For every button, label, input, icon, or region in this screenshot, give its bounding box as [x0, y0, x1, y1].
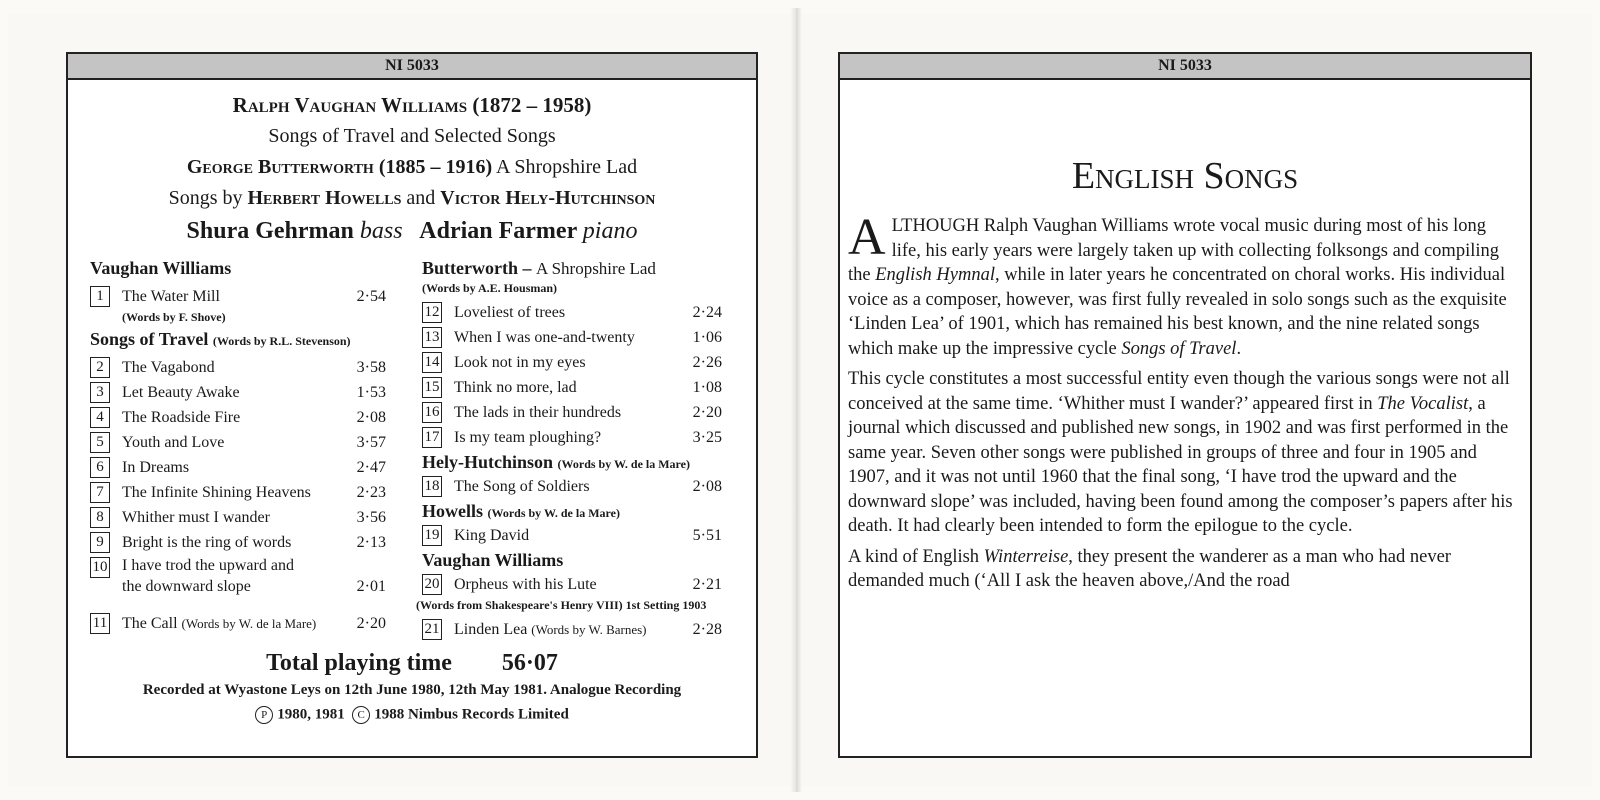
track-number: 8 [90, 507, 110, 528]
track-row [422, 572, 722, 597]
track-number: 9 [90, 532, 110, 553]
others-and: and [406, 187, 436, 209]
composer2-heading [68, 152, 756, 183]
phonogram-icon: P [255, 706, 273, 724]
track-title: Bright is the ring of words [122, 534, 292, 551]
track-duration: 2·20 [692, 404, 722, 421]
track-number: 21 [422, 619, 442, 640]
composer1-dates: (1872 – 1958) [472, 93, 592, 117]
track-title: Let Beauty Awake [122, 384, 240, 401]
total-value: 56·07 [501, 650, 558, 676]
track-duration: 2·54 [356, 288, 386, 305]
recording-info: Recorded at Wyastone Leys on 12th June 1980, 12th May 1981. Analogue Recording [142, 682, 682, 698]
track-number: 18 [422, 476, 442, 497]
notes-panel [838, 52, 1532, 758]
track-number: 3 [90, 382, 110, 403]
track-duration: 2·26 [692, 354, 722, 371]
track-title [122, 611, 346, 636]
italic-title: Songs of Travel [1121, 338, 1237, 359]
composer2-dates: (1885 – 1916) [378, 156, 493, 178]
composer2-works: A Shropshire Lad [496, 156, 638, 178]
track-duration: 3·56 [356, 509, 386, 526]
track-title: The Vagabond [122, 359, 215, 376]
track-title: The lads in their hundreds [454, 404, 622, 421]
track-duration: 2·23 [356, 484, 386, 501]
phonogram-years: 1980, 1981 [277, 706, 345, 723]
section-note: (Words by R.L. Stevenson) [212, 334, 351, 348]
section-subtitle: A Shropshire Lad [535, 259, 656, 278]
track-number: 10 [90, 557, 110, 578]
track-number: 17 [422, 427, 442, 448]
total-label: Total playing time [266, 650, 452, 676]
track-title: Youth and Love [122, 434, 225, 451]
track-title: Is my team ploughing? [454, 429, 602, 446]
notes-body [848, 209, 1514, 600]
track-row [90, 555, 386, 601]
notes-paragraph [848, 545, 1514, 594]
track-row [90, 480, 386, 505]
section-note: (Words by W. de la Mare) [557, 457, 690, 471]
track-number: 1 [90, 286, 110, 307]
track-row [422, 300, 722, 325]
track-duration: 3·57 [356, 434, 386, 451]
section-heading [422, 450, 722, 474]
words-credit: (Words by F. Shove) [122, 310, 226, 324]
track-number: 12 [422, 302, 442, 323]
track-title: The Infinite Shining Heavens [122, 484, 311, 501]
track-title: Look not in my eyes [454, 354, 586, 371]
section-heading [422, 256, 722, 280]
performer2-role: piano [582, 218, 638, 244]
section-dash: – [517, 258, 536, 278]
italic-title: English Hymnal [875, 265, 995, 285]
booklet-fold [790, 8, 802, 792]
italic-title: The Vocalist [1377, 393, 1469, 414]
track-column-1 [90, 256, 386, 636]
catalogue-number-bar: NI 5033 [840, 54, 1530, 80]
track-number: 14 [422, 352, 442, 373]
track-title: King David [454, 527, 530, 544]
track-title: Orpheus with his Lute [454, 576, 597, 593]
page-title: English Songs [1071, 155, 1299, 197]
paragraph-text: This cycle constitutes a most successful entity even though the various songs were not all conceived at the same time. ‘Whither must I wander?’ appeared first in [848, 369, 1510, 414]
composer1-heading [68, 90, 756, 121]
section-heading [90, 327, 386, 351]
track-duration: 2·01 [356, 578, 386, 595]
track-duration: 3·58 [356, 359, 386, 376]
copyright-text: 1988 Nimbus Records Limited [374, 706, 569, 723]
track-duration: 2·20 [356, 615, 386, 632]
track-title: Think no more, lad [454, 379, 577, 396]
track-number: 6 [90, 457, 110, 478]
words-credit: (Words by A.E. Housman) [422, 281, 558, 295]
track-title [122, 555, 346, 597]
track-title-line: I have trod the upward and [122, 557, 294, 574]
paragraph-text: LTHOUGH Ralph Vaughan Williams wrote vocal music during most of his long life, his early years were largely taken up with collecting folksongs and compiling the [848, 216, 1499, 285]
track-title-text: The Call [122, 615, 178, 632]
track-title-line: the downward slope [122, 578, 251, 595]
track-row [90, 430, 386, 455]
track-row [90, 405, 386, 430]
track-title: The Water Mill [122, 288, 220, 305]
paragraph-text: . [1236, 338, 1242, 359]
track-number: 16 [422, 402, 442, 423]
copyright-line [68, 706, 756, 724]
performer1-role: bass [359, 218, 403, 244]
track-row [422, 325, 722, 350]
track-title: The Song of Soldiers [454, 478, 590, 495]
track-duration: 2·13 [356, 534, 386, 551]
performers-line [68, 216, 756, 247]
track-number: 5 [90, 432, 110, 453]
track-row [90, 455, 386, 480]
track-title [454, 617, 682, 642]
track-row [90, 355, 386, 380]
copyright-icon: C [352, 706, 370, 724]
track-title: Whither must I wander [122, 509, 270, 526]
track-duration: 2·24 [692, 304, 722, 321]
track-row [422, 375, 722, 400]
composer2-name: George Butterworth [186, 156, 374, 178]
track-duration: 2·08 [692, 478, 722, 495]
track-title: Loveliest of trees [454, 304, 566, 321]
section-note: (Words by W. de la Mare) [487, 506, 620, 520]
track-column-2 [416, 256, 722, 642]
paragraph-text: , they present the wanderer as a man who had never demanded much (‘All I ask the heaven above,/And the road [848, 546, 1451, 591]
track-number: 7 [90, 482, 110, 503]
track-number: 13 [422, 327, 442, 348]
drop-cap: A [848, 209, 886, 266]
section-heading [422, 499, 722, 523]
italic-title: Winterreise [983, 546, 1069, 567]
notes-paragraph [848, 209, 1514, 361]
words-credit: (Words from Shakespeare's Henry VIII) 1st Setting 1903 [416, 598, 707, 612]
track-title: The Roadside Fire [122, 409, 241, 426]
section-title: Howells [422, 501, 483, 521]
catalogue-number-bar: NI 5033 [68, 54, 756, 80]
words-credit: (Words by W. Barnes) [531, 622, 647, 637]
track-number: 20 [422, 574, 442, 595]
others-name2: Victor Hely-Hutchinson [440, 187, 656, 209]
words-credit: (Words by W. de la Mare) [181, 616, 317, 631]
track-title: In Dreams [122, 459, 190, 476]
track-row [90, 530, 386, 555]
performer2: Adrian Farmer [419, 218, 577, 244]
track-listing-panel [66, 52, 758, 758]
track-row [90, 380, 386, 405]
track-duration: 5·51 [692, 527, 722, 544]
paragraph-text: , a journal which discussed and published new songs, in 1902 and was first performed in the same year. Seven other songs were published in groups of three and four in 1905 and 1907, and it was not until 1960 that the final song, ‘I have trod the upward and the downward slope’ was included, having been found among the composer’s papers after his death. It had clearly been intended to form the epilogue to the cycle. [848, 393, 1513, 536]
track-title: When I was one-and-twenty [454, 329, 635, 346]
others-name1: Herbert Howells [247, 187, 402, 209]
total-playing-time [68, 650, 756, 677]
track-duration: 2·47 [356, 459, 386, 476]
others-prefix: Songs by [168, 187, 243, 209]
paragraph-text: A kind of English [848, 546, 984, 567]
section-heading: Vaughan Williams [90, 258, 232, 278]
composer1-works: Songs of Travel and Selected Songs [268, 125, 556, 147]
composer1-name: Ralph Vaughan Williams [232, 93, 468, 117]
track-row [90, 505, 386, 530]
paragraph-text: , while in later years he concentrated on choral works. His individual voice as a composer, however, was first fully revealed in solo songs such as the exquisite ‘Linden Lea’ of 1901, which has remained his best known, and the nine related songs which make up the impressive cycle [848, 265, 1507, 359]
track-title-text: Linden Lea [454, 621, 528, 638]
section-title: Songs of Travel [90, 329, 209, 349]
performer1: Shura Gehrman [186, 218, 354, 244]
track-number: 11 [90, 613, 110, 634]
track-duration: 2·21 [692, 576, 722, 593]
track-duration: 1·53 [356, 384, 386, 401]
other-composers-line [68, 183, 756, 214]
section-title: Hely-Hutchinson [422, 452, 554, 472]
track-row [422, 474, 722, 499]
section-title: Butterworth [422, 258, 518, 278]
track-row [422, 617, 722, 642]
track-row [422, 523, 722, 548]
track-row [90, 611, 386, 636]
track-duration: 2·28 [692, 621, 722, 638]
track-number: 4 [90, 407, 110, 428]
track-row [422, 425, 722, 450]
track-number: 19 [422, 525, 442, 546]
track-row [422, 400, 722, 425]
track-row [90, 284, 386, 309]
track-duration: 2·08 [356, 409, 386, 426]
track-number: 2 [90, 357, 110, 378]
section-heading: Vaughan Williams [422, 550, 564, 570]
track-number: 15 [422, 377, 442, 398]
track-duration: 3·25 [692, 429, 722, 446]
track-row [422, 350, 722, 375]
notes-paragraph [848, 367, 1514, 539]
track-duration: 1·08 [692, 379, 722, 396]
track-duration: 1·06 [692, 329, 722, 346]
